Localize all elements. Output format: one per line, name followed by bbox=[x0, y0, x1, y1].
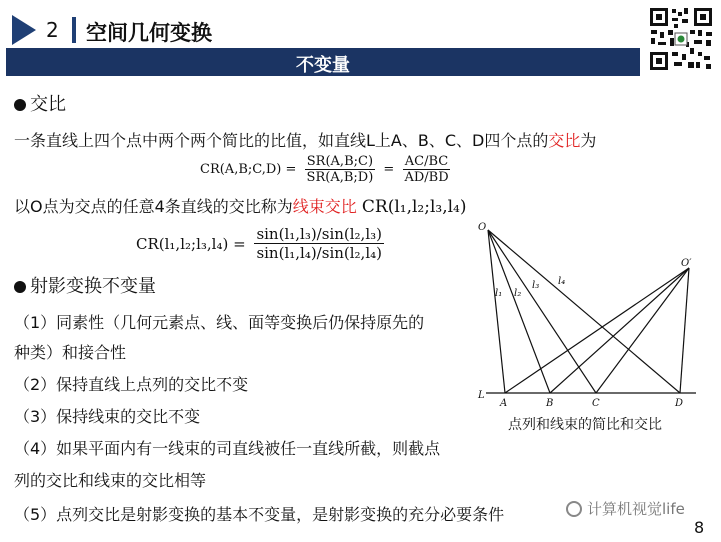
label-C: C bbox=[592, 398, 600, 409]
ray-l1 bbox=[488, 230, 505, 393]
slide-title: 不变量 bbox=[296, 55, 350, 76]
label-B: B bbox=[546, 398, 554, 409]
pencil-cross-ratio-definition: 以O点为交点的任意4条直线的交比称为线束交比 CR(l₁,l₂;l₃,l₄) bbox=[14, 197, 467, 217]
invariant-item-4-cont: 列的交比和线束的交比相等 bbox=[14, 471, 207, 490]
section-marker-icon bbox=[12, 15, 36, 45]
cross-ratio-definition: 一条直线上四个点中两个两个简比的比值，如直线L上A、B、C、D四个点的交比为 bbox=[14, 131, 597, 150]
invariant-item-5: （5）点列交比是射影变换的基本不变量，是射影变换的充分必要条件 bbox=[14, 505, 505, 524]
slide-title-bar bbox=[6, 48, 640, 76]
invariant-item-3: （3）保持线束的交比不变 bbox=[14, 407, 201, 426]
formula-pencil-cross-ratio: CR(l₁,l₂;l₃,l₄) = $\frac{\text{sin(l₁,l₃)/sin(l₂,l₃)}}{\text{sin(l₁,l₄)/sin(l₂,l₄)}}$ bbox=[136, 225, 382, 262]
diagram-caption: 点列和线束的简比和交比 bbox=[508, 417, 662, 433]
label-l1: l₁ bbox=[495, 288, 503, 299]
formula-point-cross-ratio: CR(A,B;C,D) = $\frac{SR(A,B;C)}{SR(A,B;D)}$ = $\frac{AC/BC}{AD/BD}$ bbox=[200, 154, 449, 185]
qr-code-icon bbox=[648, 6, 714, 72]
invariant-item-1: （1）同素性（几何元素点、线、面等变换后仍保持原先的 bbox=[14, 313, 425, 332]
cross-ratio-diagram bbox=[474, 222, 700, 412]
invariant-item-4: （4）如果平面内有一线束的司直线被任一直线所截，则截点 bbox=[14, 439, 441, 458]
heading-projective-invariants: 射影变换不变量 bbox=[14, 276, 156, 298]
invariant-item-2: （2）保持直线上点列的交比不变 bbox=[14, 375, 249, 394]
label-O-prime: O′ bbox=[681, 258, 692, 269]
label-L: L bbox=[478, 390, 485, 401]
section-number: 2 bbox=[46, 18, 59, 42]
watermark: 计算机视觉life bbox=[566, 498, 685, 519]
term-pencil-cross-ratio: 线束交比 bbox=[292, 197, 357, 216]
section-title: 空间几何变换 bbox=[86, 21, 212, 45]
invariant-item-1-cont: 种类）和接合性 bbox=[14, 343, 127, 362]
header-divider bbox=[72, 17, 76, 43]
bullet-icon bbox=[14, 281, 26, 293]
ray-l4 bbox=[488, 230, 680, 393]
wechat-logo-icon bbox=[566, 501, 582, 517]
label-l2: l₂ bbox=[514, 288, 522, 299]
label-D: D bbox=[675, 398, 684, 409]
label-A: A bbox=[500, 398, 508, 409]
ray-o2-c bbox=[596, 268, 689, 393]
ray-o2-b bbox=[550, 268, 689, 393]
bullet-icon bbox=[14, 99, 26, 111]
page-number: 8 bbox=[694, 518, 705, 537]
label-l3: l₃ bbox=[532, 280, 540, 291]
label-l4: l₄ bbox=[558, 276, 566, 287]
term-cross-ratio: 交比 bbox=[548, 131, 581, 150]
ray-o2-d bbox=[680, 268, 689, 393]
label-O: O bbox=[478, 222, 487, 233]
heading-cross-ratio: 交比 bbox=[14, 94, 66, 116]
